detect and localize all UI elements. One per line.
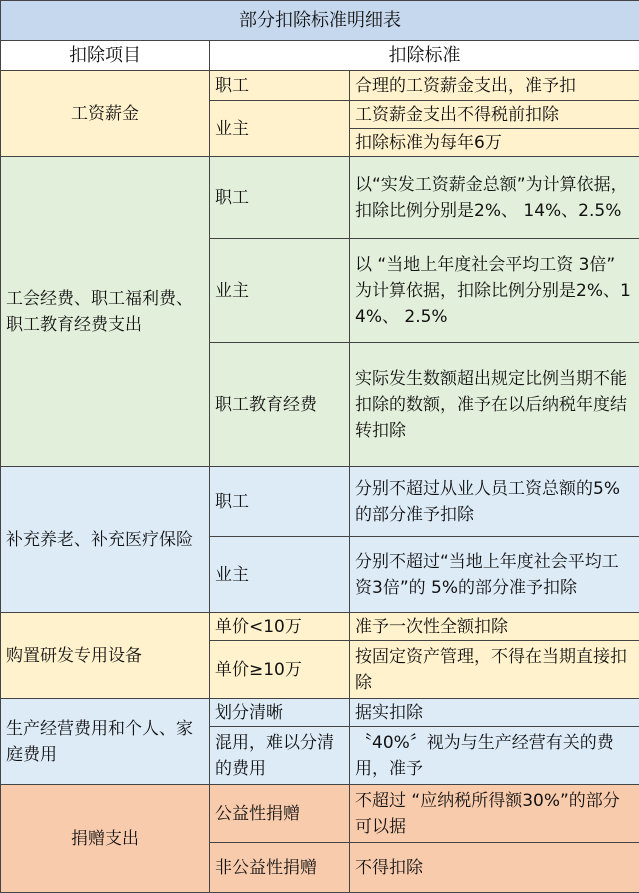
donation-nonpublic-text: 不得扣除 — [350, 843, 639, 893]
insurance-employee-label: 职工 — [210, 467, 350, 537]
insurance-owner-label: 业主 — [210, 537, 350, 613]
wages-owner-label: 业主 — [210, 101, 350, 157]
production-clear-label: 划分清晰 — [210, 699, 350, 727]
union-edu-label: 职工教育经费 — [210, 343, 350, 467]
union-employee-label: 职工 — [210, 157, 350, 239]
wages-owner-text-2: 扣除标准为每年6万 — [350, 129, 639, 157]
wages-employee-label: 职工 — [210, 71, 350, 101]
wages-employee-text: 合理的工资薪金支出，准予扣 — [350, 71, 639, 101]
insurance-owner-text: 分别不超过“当地上年度社会平均工资3倍”的 5%的部分准予扣除 — [350, 537, 639, 613]
union-owner-text: 以 “当地上年度社会平均工资 3倍” 为计算依据，扣除比例分别是2%、14%、 2.5% — [350, 239, 639, 343]
union-owner-label: 业主 — [210, 239, 350, 343]
wages-owner-text-1: 工资薪金支出不得税前扣除 — [350, 101, 639, 129]
donation-item: 捐赠支出 — [1, 785, 210, 893]
header-item: 扣除项目 — [1, 41, 210, 71]
production-mixed-label: 混用，难以分清的费用 — [210, 727, 350, 785]
union-employee-text: 以“实发工资薪金总额”为计算依据，扣除比例分别是2%、 14%、2.5% — [350, 157, 639, 239]
donation-nonpublic-label: 非公益性捐赠 — [210, 843, 350, 893]
insurance-employee-text: 分别不超过从业人员工资总额的5%的部分准予扣除 — [350, 467, 639, 537]
equipment-under-text: 准予一次性全额扣除 — [350, 613, 639, 641]
equipment-item: 购置研发专用设备 — [1, 613, 210, 699]
union-item: 工会经费、职工福利费、职工教育经费支出 — [1, 157, 210, 467]
union-edu-text: 实际发生数额超出规定比例当期不能扣除的数额，准予在以后纳税年度结转扣除 — [350, 343, 639, 467]
equipment-under-label: 单价<10万 — [210, 613, 350, 641]
equipment-over-label: 单价≥10万 — [210, 641, 350, 699]
table-title: 部分扣除标准明细表 — [1, 1, 639, 41]
insurance-item: 补充养老、补充医疗保险 — [1, 467, 210, 613]
equipment-over-text: 按固定资产管理，不得在当期直接扣除 — [350, 641, 639, 699]
wages-item: 工资薪金 — [1, 71, 210, 157]
donation-public-label: 公益性捐赠 — [210, 785, 350, 843]
production-clear-text: 据实扣除 — [350, 699, 639, 727]
production-mixed-text: 〝40%〞视为与生产经营有关的费用，准予 — [350, 727, 639, 785]
donation-public-text: 不超过 “应纳税所得额30%”的部分可以据 — [350, 785, 639, 843]
header-standard: 扣除标准 — [210, 41, 639, 71]
production-item: 生产经营费用和个人、家庭费用 — [1, 699, 210, 785]
